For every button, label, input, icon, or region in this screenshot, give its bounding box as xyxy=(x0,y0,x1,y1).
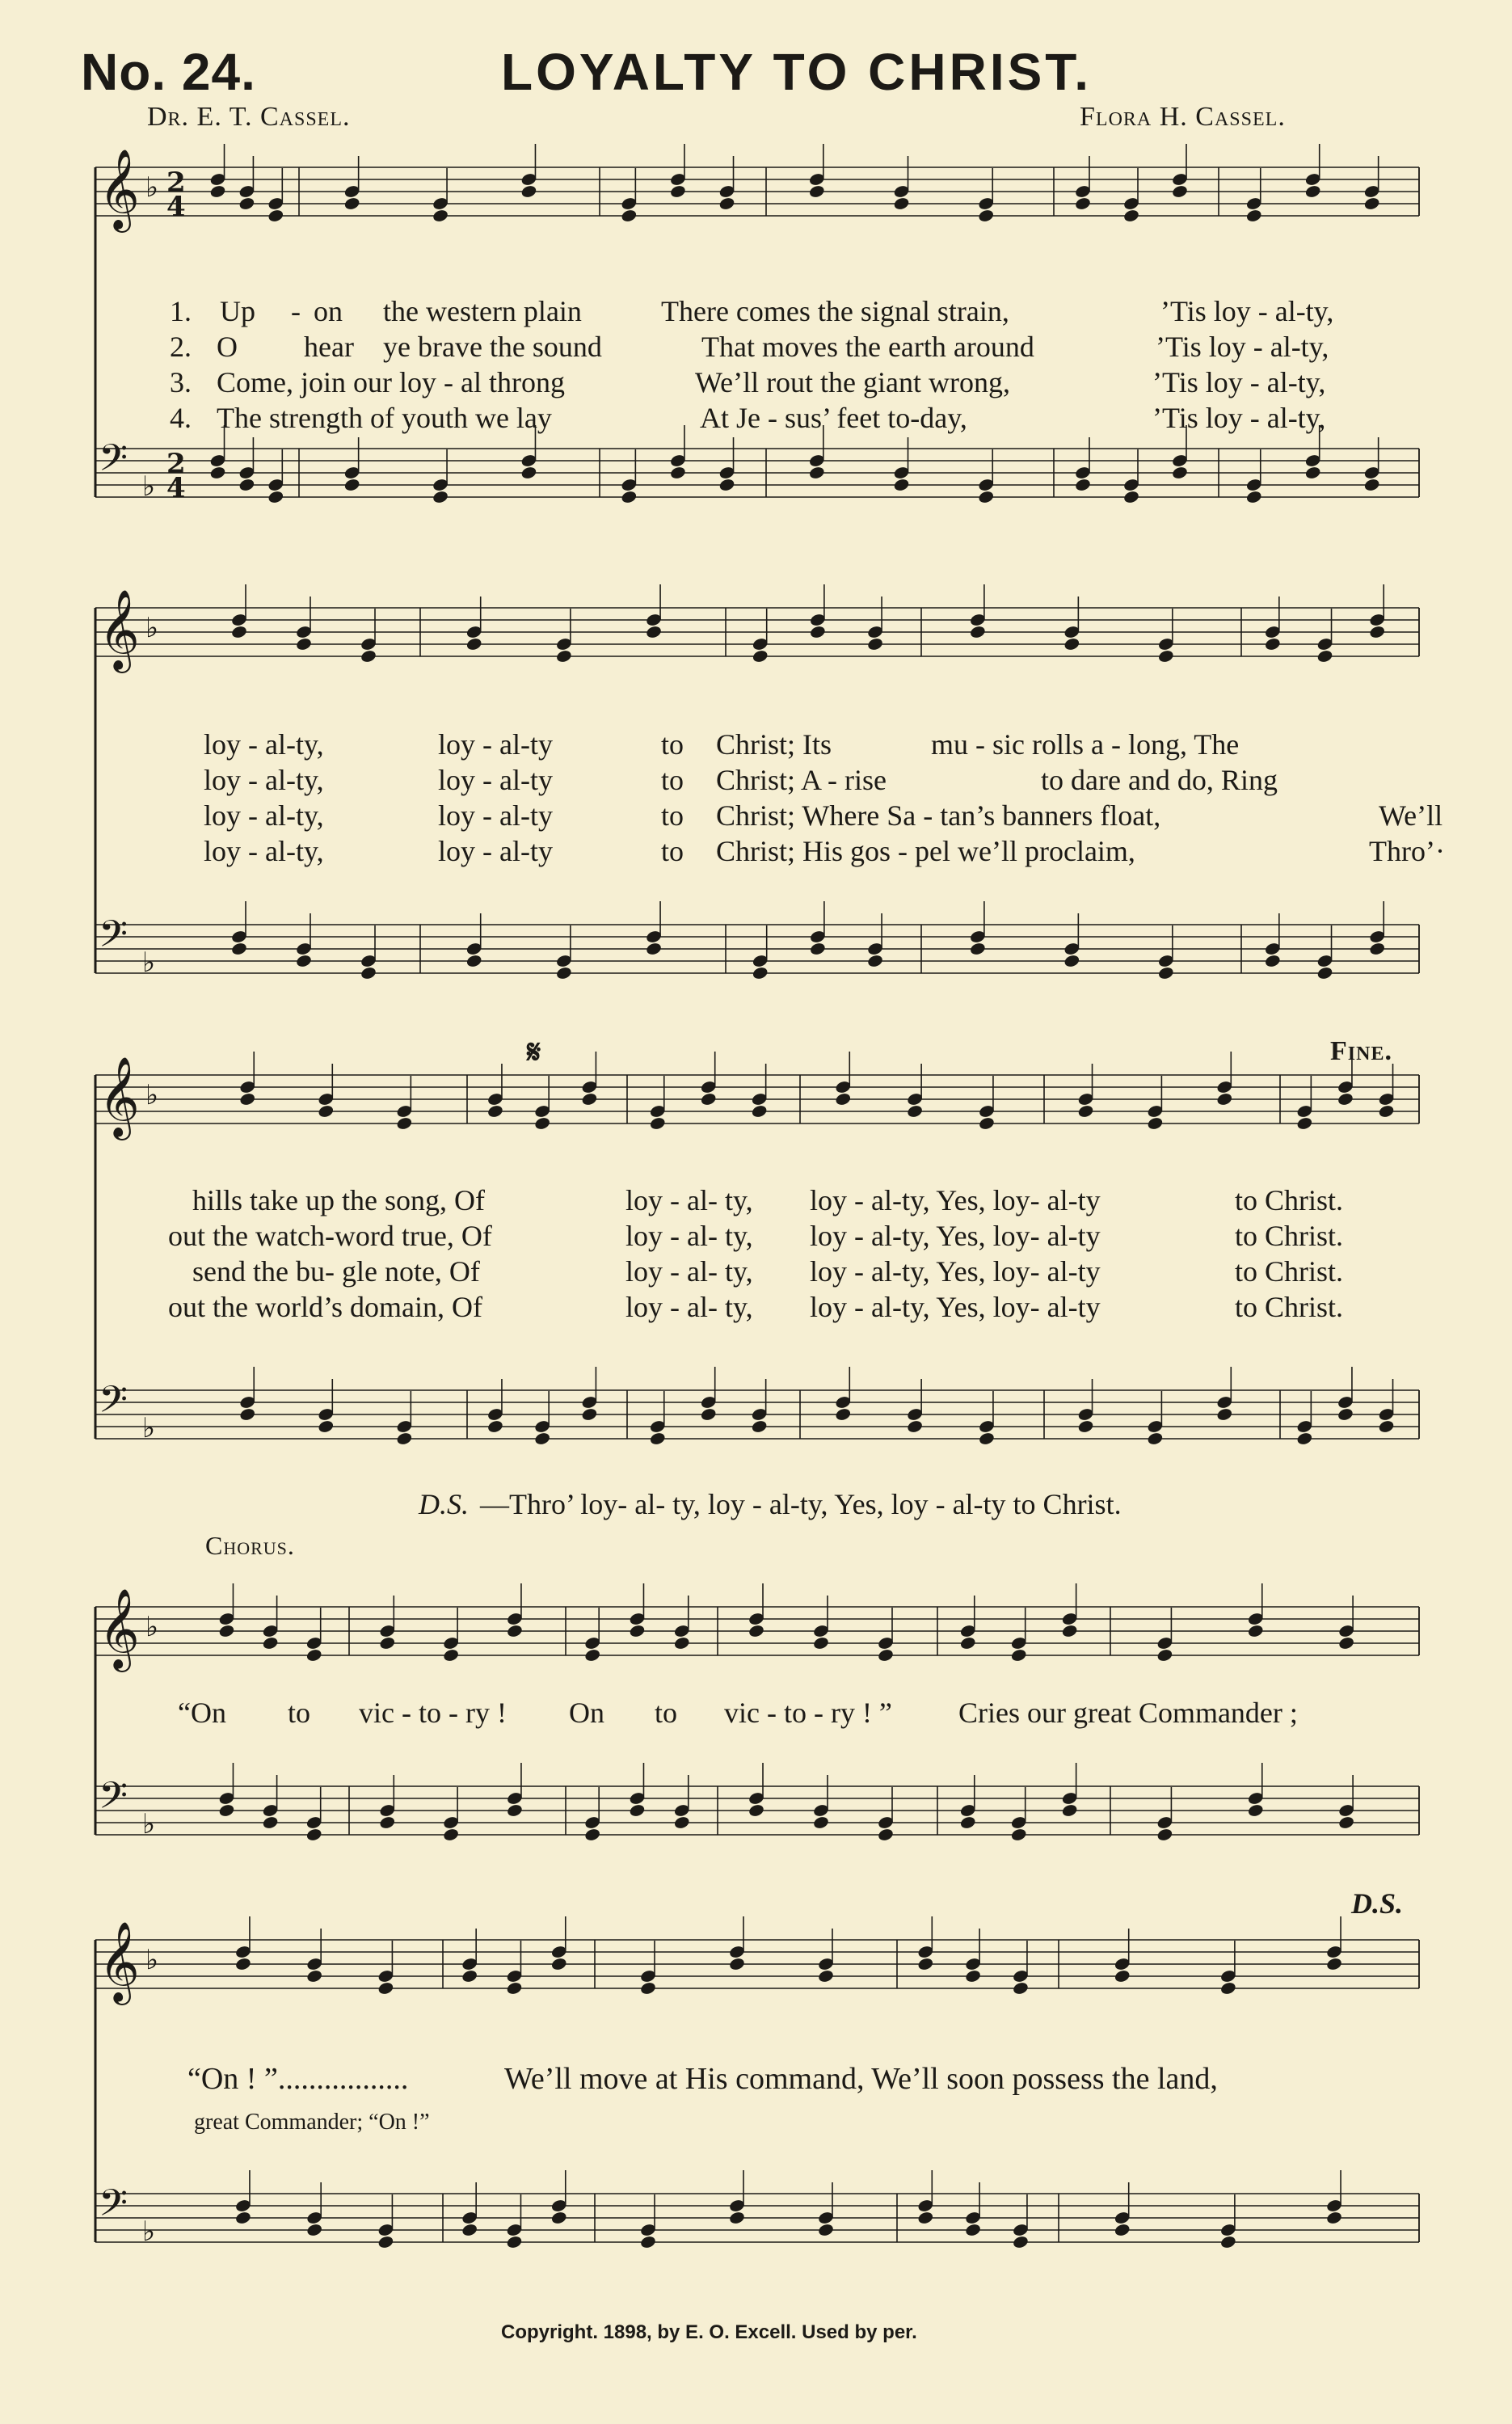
notehead xyxy=(673,1815,690,1830)
hymn-number: No. 24. xyxy=(81,43,256,101)
notehead xyxy=(1063,954,1080,968)
notehead xyxy=(835,1092,852,1107)
notehead xyxy=(295,954,312,968)
notehead xyxy=(809,625,826,639)
notehead xyxy=(959,1815,976,1830)
lyric-phrase: to Christ. xyxy=(1235,1291,1344,1323)
lyric-phrase: ’Tis loy - al-ty, xyxy=(1152,366,1326,398)
lyric-phrase: to Christ. xyxy=(1235,1220,1344,1252)
notehead xyxy=(917,1957,934,1971)
notehead xyxy=(629,1624,646,1638)
notehead xyxy=(343,196,360,211)
notehead xyxy=(238,196,255,211)
lyric-phrase: We’ll move at His command, We’ll soon possess the land, xyxy=(504,2062,1218,2096)
notehead xyxy=(1304,466,1321,480)
notehead xyxy=(377,1981,394,1996)
notehead xyxy=(318,1104,335,1119)
notehead xyxy=(234,2211,251,2225)
notehead xyxy=(486,1419,503,1434)
notehead xyxy=(1077,1419,1094,1434)
notehead xyxy=(649,1116,666,1131)
lyric-syllable: Up xyxy=(220,295,255,327)
lyric-phrase: Christ; Where Sa - tan’s banners float, xyxy=(716,799,1161,832)
lyric-phrase: the western plain xyxy=(383,295,582,327)
notehead xyxy=(809,942,826,956)
notehead xyxy=(1157,966,1174,980)
notehead xyxy=(238,478,255,492)
lyric-phrase: loy - al-ty, xyxy=(204,835,324,867)
lyric-phrase: Christ; Its xyxy=(716,728,832,761)
notehead xyxy=(442,1648,459,1663)
notehead xyxy=(1219,1981,1236,1996)
lyric-syllable: to xyxy=(661,728,684,761)
notehead xyxy=(866,637,883,651)
notehead xyxy=(1363,478,1380,492)
notehead xyxy=(305,1827,322,1842)
notehead xyxy=(893,478,910,492)
notehead xyxy=(817,2223,834,2237)
notehead xyxy=(533,1431,550,1446)
lyric-syllable: to xyxy=(661,764,684,796)
notehead xyxy=(465,637,482,651)
notehead xyxy=(1156,1648,1173,1663)
treble-clef-icon: 𝄞 xyxy=(99,1588,140,1669)
notehead xyxy=(377,2235,394,2249)
lyric-phrase: Christ; A - rise xyxy=(716,764,887,796)
notehead xyxy=(1325,2211,1342,2225)
notehead xyxy=(1219,2235,1236,2249)
notehead xyxy=(978,1431,995,1446)
notehead xyxy=(906,1419,923,1434)
verse-number: 3. xyxy=(170,366,192,398)
notehead xyxy=(506,1803,523,1818)
lyric-syllable: O xyxy=(217,331,238,363)
notehead xyxy=(1074,196,1091,211)
notehead xyxy=(748,1803,764,1818)
notehead xyxy=(1363,196,1380,211)
notehead xyxy=(486,1104,503,1119)
lyric-syllable: to xyxy=(661,835,684,867)
notehead xyxy=(1157,649,1174,664)
notehead xyxy=(1114,2223,1131,2237)
notehead xyxy=(1074,478,1091,492)
notehead xyxy=(581,1407,598,1422)
composer-credit: Dr. E. T. Cassel. xyxy=(147,102,351,132)
flat-icon: ♭ xyxy=(142,1808,156,1840)
time-signature-bottom: 4 xyxy=(166,472,186,504)
notehead xyxy=(728,2211,745,2225)
notehead xyxy=(506,1624,523,1638)
flat-icon: ♭ xyxy=(145,1611,159,1643)
lyric-phrase: The strength of youth we lay xyxy=(217,402,552,434)
notehead xyxy=(621,490,638,504)
lyric-phrase: to Christ. xyxy=(1235,1255,1344,1288)
notehead xyxy=(1325,1957,1342,1971)
notehead xyxy=(906,1104,923,1119)
notehead xyxy=(964,2223,981,2237)
notehead xyxy=(1012,2235,1029,2249)
lyric-phrase: Come, join our loy - al throng xyxy=(217,366,565,398)
notehead xyxy=(318,1419,335,1434)
notehead xyxy=(360,649,377,664)
notehead xyxy=(209,466,226,480)
lyric-phrase: loy - al-ty, Yes, loy- al-ty xyxy=(810,1291,1101,1323)
notehead xyxy=(835,1407,852,1422)
lyric-phrase: loy - al- ty, xyxy=(625,1184,753,1216)
lyric-phrase: loy - al-ty, xyxy=(204,799,324,832)
treble-clef-icon: 𝄞 xyxy=(99,149,140,230)
notehead xyxy=(230,942,247,956)
notehead xyxy=(639,2235,656,2249)
verse-number: 4. xyxy=(170,402,192,434)
notehead xyxy=(555,649,572,664)
flat-icon: ♭ xyxy=(145,1079,159,1111)
lyric-phrase: loy - al- ty, xyxy=(625,1255,753,1288)
notehead xyxy=(752,966,769,980)
notehead xyxy=(728,1957,745,1971)
time-signature-bottom: 4 xyxy=(166,191,186,223)
notehead xyxy=(1337,1092,1354,1107)
notehead xyxy=(461,2223,478,2237)
lyric-phrase: ’Tis loy - al-ty, xyxy=(1160,295,1334,327)
notehead xyxy=(1245,209,1262,223)
flat-icon: ♭ xyxy=(142,1412,156,1444)
notehead xyxy=(432,209,449,223)
notehead xyxy=(520,184,537,199)
notehead xyxy=(1264,954,1281,968)
notehead xyxy=(1216,1092,1233,1107)
notehead xyxy=(1337,1407,1354,1422)
notehead xyxy=(1114,1969,1131,1983)
notehead xyxy=(1378,1419,1395,1434)
notehead xyxy=(1247,1803,1264,1818)
flat-icon: ♭ xyxy=(142,470,156,503)
lyric-syllable: to xyxy=(661,799,684,832)
lyric-phrase: hills take up the song, Of xyxy=(192,1184,485,1216)
treble-clef-icon: 𝄞 xyxy=(99,1921,140,2002)
notehead xyxy=(877,1648,894,1663)
notehead xyxy=(978,1116,995,1131)
notehead xyxy=(555,966,572,980)
treble-clef-icon: 𝄞 xyxy=(99,589,140,670)
notehead xyxy=(673,1636,690,1650)
notehead xyxy=(295,637,312,651)
notehead xyxy=(239,1092,256,1107)
notehead xyxy=(396,1431,413,1446)
notehead xyxy=(461,1969,478,1983)
notehead xyxy=(1122,490,1139,504)
notehead xyxy=(305,2223,322,2237)
notehead xyxy=(1247,1624,1264,1638)
lyric-phrase: loy - al-ty xyxy=(438,764,553,796)
lyric-syllable: Thro’· xyxy=(1369,835,1445,867)
notehead xyxy=(267,209,284,223)
lyric-syllable: on xyxy=(314,295,343,327)
notehead xyxy=(305,1969,322,1983)
notehead xyxy=(959,1636,976,1650)
notehead xyxy=(1316,966,1333,980)
lyric-phrase: There comes the signal strain, xyxy=(661,295,1009,327)
lyric-phrase: loy - al-ty, xyxy=(204,728,324,761)
lyric-phrase: We’ll rout the giant wrong, xyxy=(695,366,1011,398)
flat-icon: ♭ xyxy=(145,612,159,644)
lyric-phrase: to dare and do, Ring xyxy=(1041,764,1278,796)
flat-icon: ♭ xyxy=(142,946,156,979)
lyric-phrase: vic - to - ry ! ” xyxy=(724,1697,892,1729)
notehead xyxy=(1171,184,1188,199)
notehead xyxy=(649,1431,666,1446)
lyric-phrase: At Je - sus’ feet to-day, xyxy=(700,402,967,434)
lyric-phrase: loy - al-ty xyxy=(438,835,553,867)
notehead xyxy=(669,466,686,480)
notehead xyxy=(866,954,883,968)
notehead xyxy=(700,1092,717,1107)
segno-mark: 𝄋 xyxy=(527,1034,541,1070)
notehead xyxy=(808,184,825,199)
notehead xyxy=(978,490,995,504)
notehead xyxy=(964,1969,981,1983)
notehead xyxy=(305,1648,322,1663)
notehead xyxy=(1296,1431,1313,1446)
time-signature-top: 2 xyxy=(166,167,186,199)
notehead xyxy=(1061,1803,1078,1818)
notehead xyxy=(817,1969,834,1983)
notehead xyxy=(550,1957,567,1971)
notehead xyxy=(218,1624,235,1638)
lyric-phrase: loy - al-ty xyxy=(438,799,553,832)
lyric-phrase: ’Tis loy - al-ty, xyxy=(1152,402,1326,434)
lyric-phrase: mu - sic rolls a - long, The xyxy=(931,728,1240,761)
lyric-phrase: loy - al-ty, Yes, loy- al-ty xyxy=(810,1184,1101,1216)
lyric-word: On xyxy=(569,1697,604,1729)
lyric-phrase: out the world’s domain, Of xyxy=(168,1291,482,1323)
lyric-phrase: to Christ. xyxy=(1235,1184,1344,1216)
notehead xyxy=(1063,637,1080,651)
notehead xyxy=(1264,637,1281,651)
ds-marker: D.S. xyxy=(419,1488,469,1520)
notehead xyxy=(520,466,537,480)
notehead xyxy=(1147,1431,1164,1446)
notehead xyxy=(234,1957,251,1971)
notehead xyxy=(1369,942,1386,956)
bass-clef-icon: 𝄢 xyxy=(99,2182,128,2234)
notehead xyxy=(748,1624,764,1638)
notehead xyxy=(1122,209,1139,223)
lyric-syllable: We’ll xyxy=(1379,799,1443,832)
lyric-phrase: loy - al- ty, xyxy=(625,1220,753,1252)
lyric-phrase: loy - al-ty, Yes, loy- al-ty xyxy=(810,1255,1101,1288)
notehead xyxy=(812,1815,829,1830)
lyric-word: “On xyxy=(178,1697,226,1729)
lyric-phrase: “On ! ”................. xyxy=(187,2062,409,2096)
lyric-phrase: That moves the earth around xyxy=(701,331,1034,363)
notehead xyxy=(877,1827,894,1842)
notehead xyxy=(465,954,482,968)
notehead xyxy=(669,184,686,199)
notehead xyxy=(1245,490,1262,504)
lyricist-credit: Flora H. Cassel. xyxy=(1080,102,1286,132)
notehead xyxy=(581,1092,598,1107)
notehead xyxy=(343,478,360,492)
time-signature-top: 2 xyxy=(166,448,186,480)
notehead xyxy=(969,625,986,639)
notehead xyxy=(1216,1407,1233,1422)
lyric-word: to xyxy=(288,1697,311,1729)
notehead xyxy=(812,1636,829,1650)
notehead xyxy=(1337,1636,1354,1650)
notehead xyxy=(1369,625,1386,639)
flat-icon: ♭ xyxy=(142,2215,156,2248)
ds-mark: D.S. xyxy=(1351,1887,1404,1920)
notehead xyxy=(209,184,226,199)
notehead xyxy=(360,966,377,980)
notehead xyxy=(893,196,910,211)
notehead xyxy=(718,478,735,492)
lyric-phrase: Cries our great Commander ; xyxy=(958,1697,1298,1729)
verse-number: 2. xyxy=(170,331,192,363)
fine-mark: Fine. xyxy=(1330,1036,1392,1066)
notehead xyxy=(583,1648,600,1663)
notehead xyxy=(1337,1815,1354,1830)
lyric-phrase: vic - to - ry ! xyxy=(359,1697,507,1729)
notehead xyxy=(718,196,735,211)
lyric-phrase: loy - al-ty xyxy=(438,728,553,761)
notehead xyxy=(218,1803,235,1818)
hymn-title: LOYALTY TO CHRIST. xyxy=(501,43,1093,101)
notehead xyxy=(379,1636,396,1650)
lyric-syllable: - xyxy=(291,295,301,327)
notehead xyxy=(379,1815,396,1830)
notehead xyxy=(751,1104,768,1119)
notehead xyxy=(621,209,638,223)
notehead xyxy=(1156,1827,1173,1842)
notehead xyxy=(1077,1104,1094,1119)
bass-clef-icon: 𝄢 xyxy=(99,1774,128,1827)
notehead xyxy=(1316,649,1333,664)
notehead xyxy=(645,625,662,639)
notehead xyxy=(550,2211,567,2225)
notehead xyxy=(262,1815,279,1830)
notehead xyxy=(396,1116,413,1131)
lyric-word: to xyxy=(655,1697,678,1729)
notehead xyxy=(1304,184,1321,199)
notehead xyxy=(969,942,986,956)
notehead xyxy=(639,1981,656,1996)
flat-icon: ♭ xyxy=(145,1944,159,1976)
notehead xyxy=(1061,1624,1078,1638)
chorus-heading: Chorus. xyxy=(205,1531,295,1560)
bass-clef-icon: 𝄢 xyxy=(99,436,128,489)
echo-text: great Commander; “On !” xyxy=(194,2110,430,2135)
lyric-phrase: send the bu- gle note, Of xyxy=(192,1255,480,1288)
ds-lyric-text: —Thro’ loy- al- ty, loy - al-ty, Yes, loy - al-ty to Christ. xyxy=(480,1488,1122,1520)
lyric-phrase: ye brave the sound xyxy=(383,331,602,363)
lyric-phrase: out the watch-word true, Of xyxy=(168,1220,492,1252)
bass-clef-icon: 𝄢 xyxy=(99,1378,128,1431)
treble-clef-icon: 𝄞 xyxy=(99,1056,140,1137)
notehead xyxy=(262,1636,279,1650)
notehead xyxy=(1378,1104,1395,1119)
notehead xyxy=(506,1981,523,1996)
notehead xyxy=(1296,1116,1313,1131)
notehead xyxy=(1147,1116,1164,1131)
lyric-phrase: Christ; His gos - pel we’ll proclaim, xyxy=(716,835,1135,867)
lyric-phrase: loy - al-ty, Yes, loy- al-ty xyxy=(810,1220,1101,1252)
notehead xyxy=(432,490,449,504)
notehead xyxy=(1010,1648,1027,1663)
notehead xyxy=(239,1407,256,1422)
notehead xyxy=(1010,1827,1027,1842)
notehead xyxy=(533,1116,550,1131)
lyric-syllable: hear xyxy=(304,331,354,363)
lyric-phrase: ’Tis loy - al-ty, xyxy=(1156,331,1329,363)
notehead xyxy=(267,490,284,504)
notehead xyxy=(645,942,662,956)
notehead xyxy=(1171,466,1188,480)
notehead xyxy=(442,1827,459,1842)
notehead xyxy=(917,2211,934,2225)
bass-clef-icon: 𝄢 xyxy=(99,913,128,965)
verse-number: 1. xyxy=(170,295,192,327)
notehead xyxy=(506,2235,523,2249)
notehead xyxy=(583,1827,600,1842)
lyric-phrase: loy - al-ty, xyxy=(204,764,324,796)
notehead xyxy=(978,209,995,223)
notehead xyxy=(700,1407,717,1422)
notehead xyxy=(751,1419,768,1434)
notehead xyxy=(1012,1981,1029,1996)
copyright-notice: Copyright. 1898, by E. O. Excell. Used by per. xyxy=(501,2321,917,2343)
notehead xyxy=(230,625,247,639)
notehead xyxy=(808,466,825,480)
flat-icon: ♭ xyxy=(145,171,159,204)
notehead xyxy=(752,649,769,664)
lyric-phrase: loy - al- ty, xyxy=(625,1291,753,1323)
notehead xyxy=(629,1803,646,1818)
